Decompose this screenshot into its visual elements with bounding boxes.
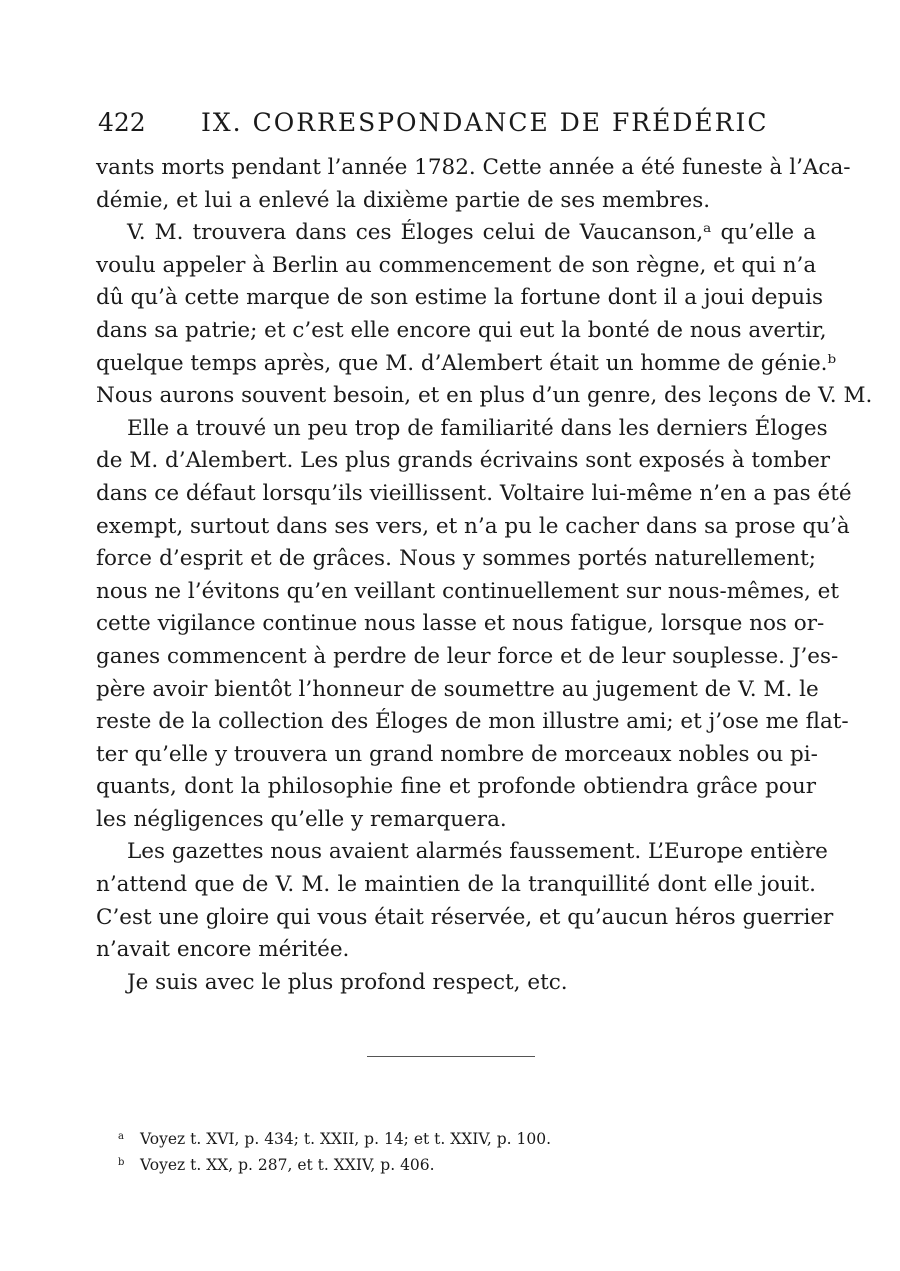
- running-title: IX. CORRESPONDANCE DE FRÉDÉRIC: [201, 108, 769, 137]
- footnote-text: Voyez t. XX, p. 287, et t. XXIV, p. 406.: [140, 1156, 435, 1174]
- footnote: [118, 1151, 778, 1177]
- text-line: Nous aurons souvent besoin, et en plus d’un genre, des leçons de V. M.: [96, 383, 873, 409]
- text-line: force d’esprit et de grâces. Nous y sommes portés naturellement;: [96, 546, 816, 572]
- text-line: V. M. trouvera dans ces Éloges celui de Vaucanson,ᵃ qu’elle a: [127, 220, 816, 246]
- text-line: voulu appeler à Berlin au commencement de son règne, et qui n’a: [96, 252, 817, 278]
- text-line: dans ce défaut lorsqu’ils vieillissent. Voltaire lui-même n’en a pas été: [96, 480, 852, 506]
- text-line: de M. d’Alembert. Les plus grands écrivains sont exposés à tomber: [96, 448, 831, 474]
- text-line: vants morts pendant l’année 1782. Cette année a été funeste à l’Aca-: [96, 155, 851, 180]
- text-line: ter qu’elle y trouvera un grand nombre de morceaux nobles ou pi-: [96, 741, 818, 767]
- text-line: nous ne l’évitons qu’en veillant continuellement sur nous-mêmes, et: [96, 578, 840, 604]
- footnote-mark: b: [118, 1157, 125, 1168]
- footnote-mark: a: [118, 1131, 124, 1142]
- page-number: 422: [98, 108, 146, 137]
- paragraph: [96, 836, 834, 966]
- text-line: Elle a trouvé un peu trop de familiarité dans les derniers Éloges: [127, 415, 828, 441]
- letter-body: [96, 152, 873, 999]
- text-line: quants, dont la philosophie fine et profonde obtiendra grâce pour: [96, 774, 816, 800]
- text-line: quelque temps après, que M. d’Alembert était un homme de génie.ᵇ: [96, 350, 837, 376]
- footnote-separator: [367, 1056, 535, 1057]
- paragraph: [96, 152, 851, 217]
- text-line: n’attend que de V. M. le maintien de la tranquillité dont elle jouit.: [96, 872, 816, 898]
- text-line: C’est une gloire qui vous était réservée, et qu’aucun héros guerrier: [96, 904, 834, 930]
- text-line: reste de la collection des Éloges de mon illustre ami; et j’ose me flat-: [96, 709, 849, 735]
- footnotes: [118, 1125, 778, 1177]
- text-line: ganes commencent à perdre de leur force et de leur souplesse. J’es-: [96, 643, 839, 669]
- paragraph: [96, 413, 852, 837]
- footnote-text: Voyez t. XVI, p. 434; t. XXII, p. 14; et t. XXIV, p. 100.: [140, 1130, 552, 1148]
- running-header: [98, 108, 818, 137]
- paragraph: [96, 217, 873, 413]
- text-line: exempt, surtout dans ses vers, et n’a pu le cacher dans sa prose qu’à: [96, 513, 850, 539]
- text-line: n’avait encore méritée.: [96, 937, 350, 963]
- text-line: cette vigilance continue nous lasse et nous fatigue, lorsque nos or-: [96, 611, 825, 637]
- paragraph: [96, 967, 816, 1000]
- footnote: [118, 1125, 778, 1151]
- text-line: dans sa patrie; et c’est elle encore qui eut la bonté de nous avertir,: [96, 317, 827, 343]
- text-line: père avoir bientôt l’honneur de soumettre au jugement de V. M. le: [96, 676, 819, 702]
- text-line: Je suis avec le plus profond respect, etc.: [127, 969, 568, 995]
- text-line: dû qu’à cette marque de son estime la fortune dont il a joui depuis: [96, 285, 824, 311]
- text-line: les négligences qu’elle y remarquera.: [96, 806, 507, 832]
- text-line: démie, et lui a enlevé la dixième partie de ses membres.: [96, 187, 711, 213]
- text-line: Les gazettes nous avaient alarmés faussement. L’Europe entière: [127, 839, 828, 865]
